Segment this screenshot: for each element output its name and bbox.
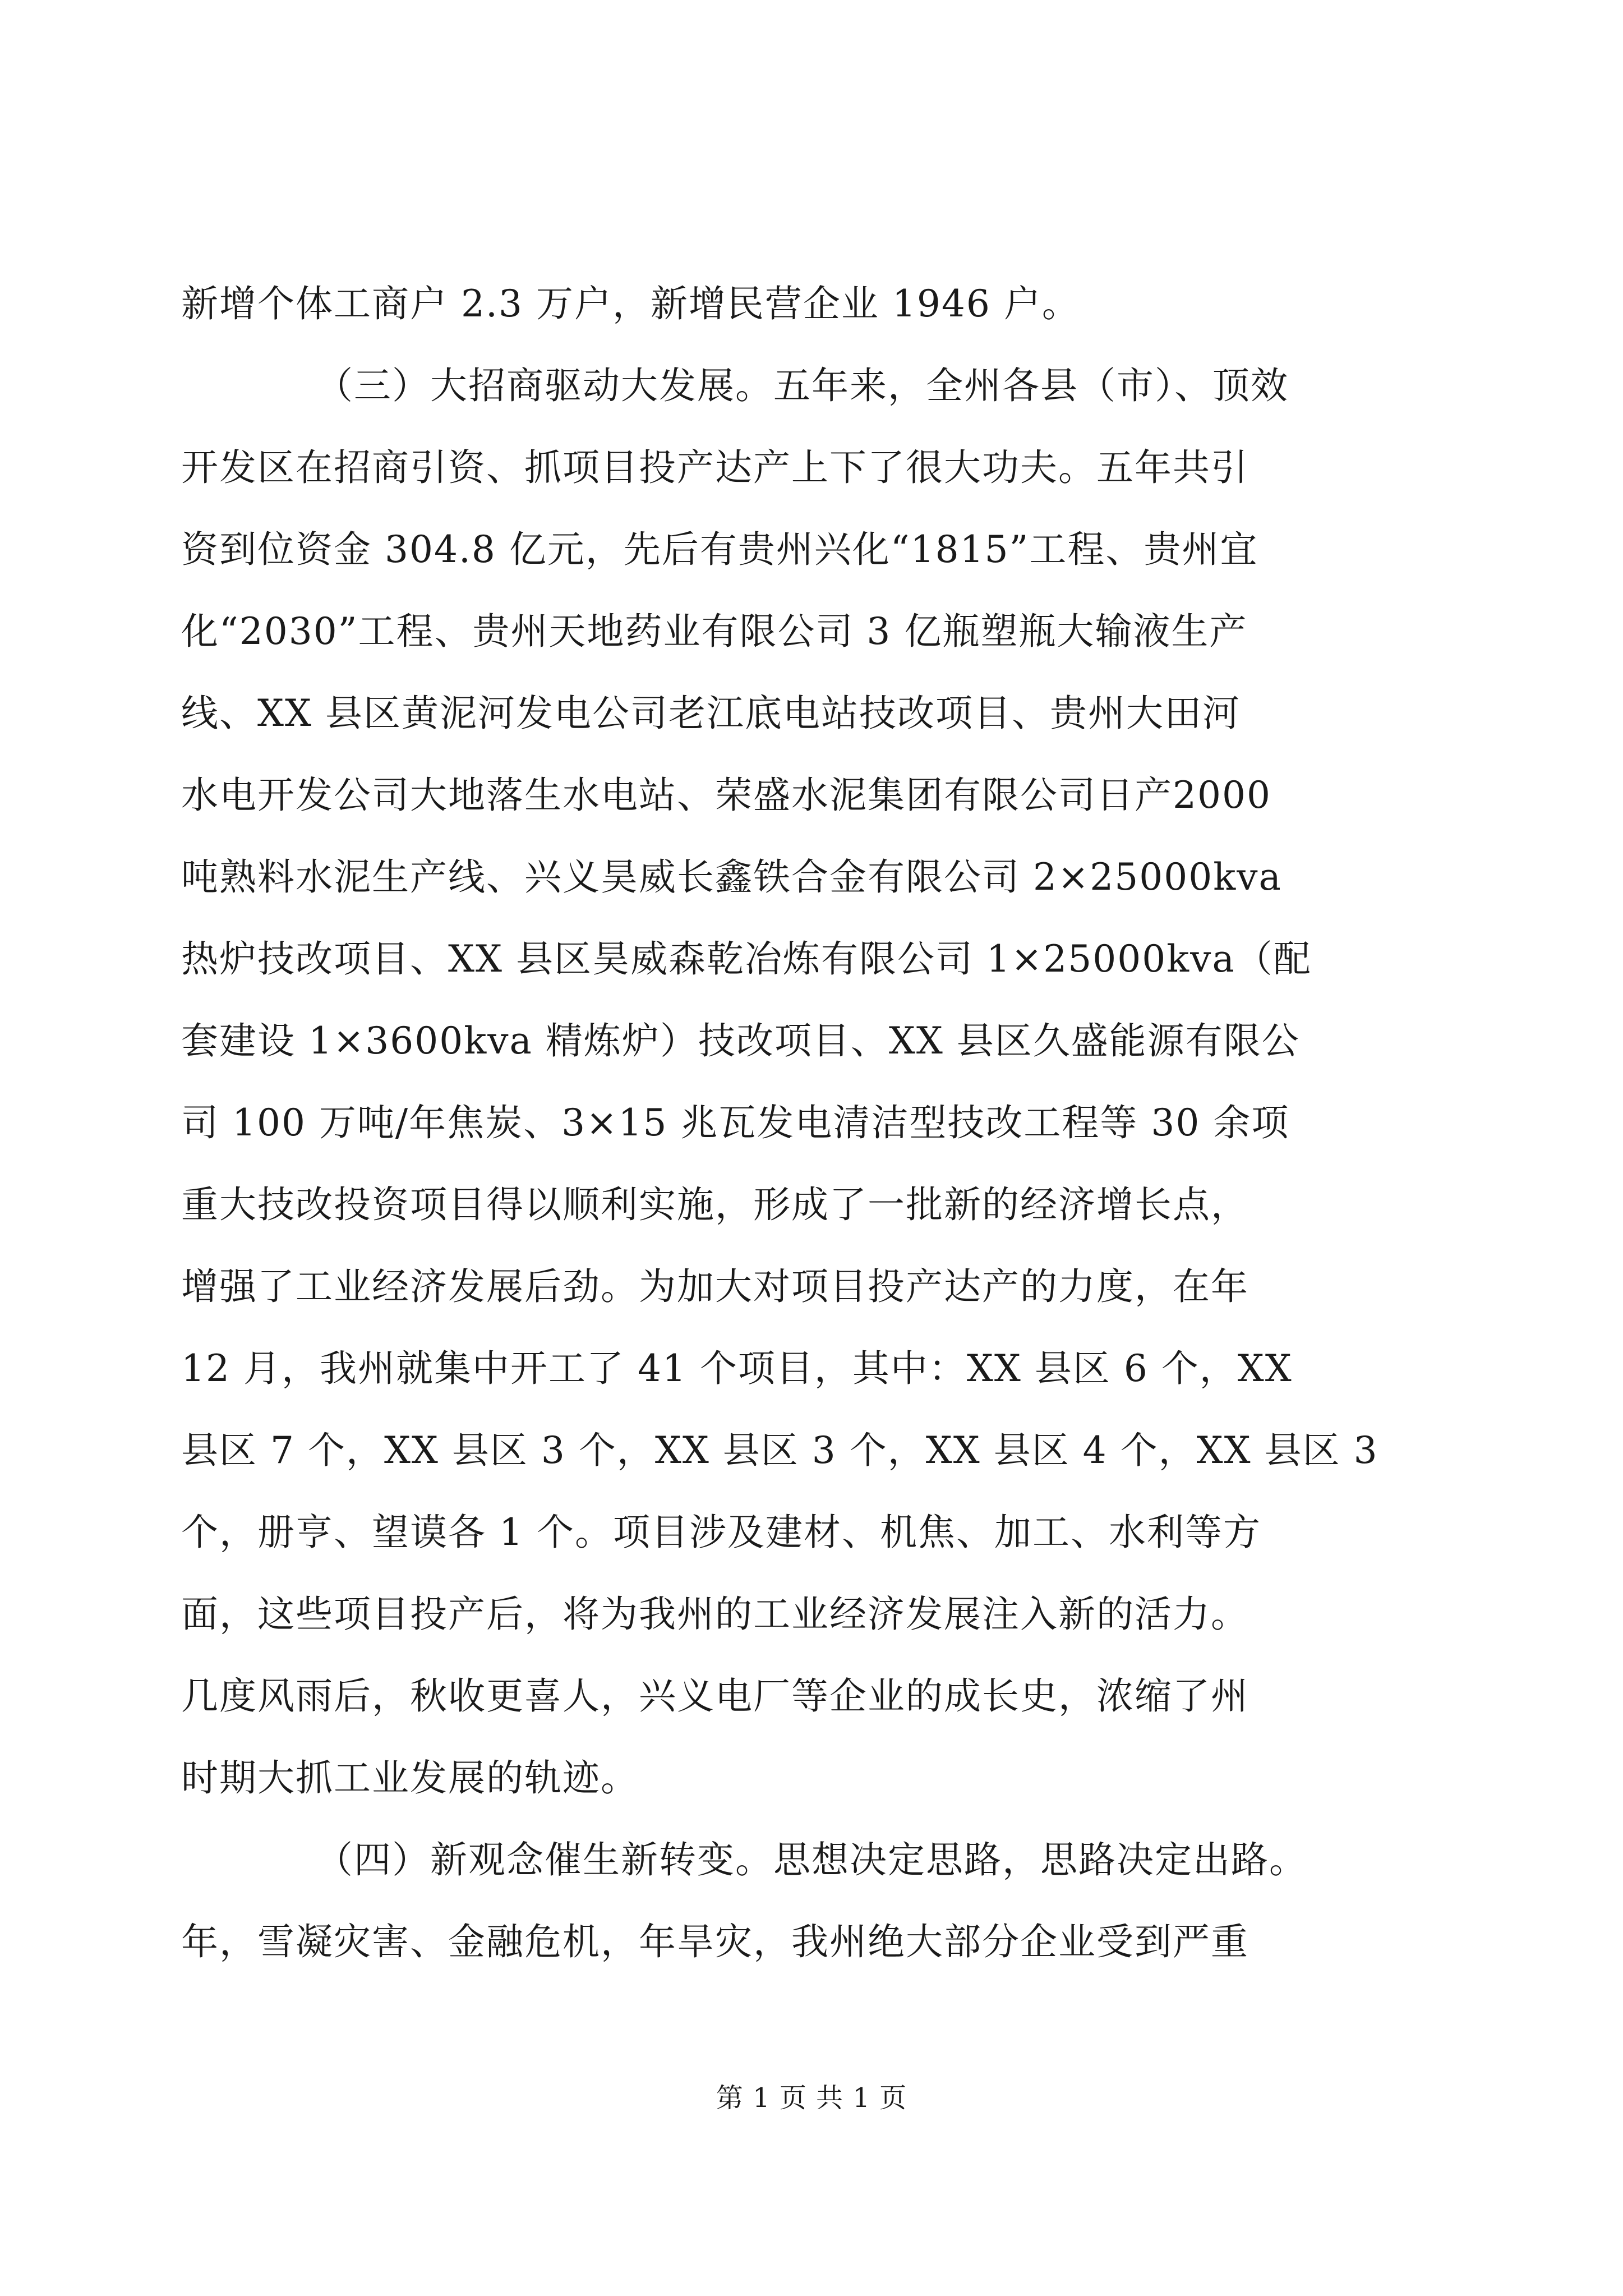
body-line: 县区 7 个，XX 县区 3 个，XX 县区 3 个，XX 县区 4 个，XX 县区 3 <box>181 1429 1378 1472</box>
body-line: 司 100 万吨/年焦炭、3×15 兆瓦发电清洁型技改工程等 30 余项 <box>181 1101 1290 1144</box>
page-footer: 第 1 页 共 1 页 <box>716 2082 907 2114</box>
body-line: 开发区在招商引资、抓项目投产达产上下了很大功夫。五年共引 <box>181 446 1249 489</box>
body-line: 资到位资金 304.8 亿元，先后有贵州兴化“1815”工程、贵州宜 <box>181 528 1258 571</box>
body-line: 化“2030”工程、贵州天地药业有限公司 3 亿瓶塑瓶大输液生产 <box>181 610 1248 653</box>
body-line: 12 月，我州就集中开工了 41 个项目，其中：XX 县区 6 个，XX <box>181 1347 1293 1390</box>
body-line: 吨熟料水泥生产线、兴义昊威长鑫铁合金有限公司 2×25000kva <box>181 855 1282 899</box>
section-four-heading-line: （四）新观念催生新转变。思想决定思路，思路决定出路。 <box>316 1838 1307 1881</box>
body-line: 重大技改投资项目得以顺利实施，形成了一批新的经济增长点， <box>181 1183 1249 1226</box>
body-line: 面，这些项目投产后，将为我州的工业经济发展注入新的活力。 <box>181 1593 1249 1636</box>
body-line: 几度风雨后，秋收更喜人，兴义电厂等企业的成长史，浓缩了州 <box>181 1674 1249 1718</box>
body-line: 时期大抓工业发展的轨迹。 <box>181 1756 639 1800</box>
body-line: 线、XX 县区黄泥河发电公司老江底电站技改项目、贵州大田河 <box>181 692 1241 735</box>
body-line: 热炉技改项目、XX 县区昊威森乾冶炼有限公司 1×25000kva（配 <box>181 937 1312 981</box>
body-line: 新增个体工商户 2.3 万户，新增民营企业 1946 户。 <box>181 282 1080 325</box>
body-line: 增强了工业经济发展后劲。为加大对项目投产达产的力度，在年 <box>181 1265 1249 1308</box>
body-line: 套建设 1×3600kva 精炼炉）技改项目、XX 县区久盛能源有限公 <box>181 1019 1300 1062</box>
section-three-heading-line: （三）大招商驱动大发展。五年来，全州各县（市）、顶效 <box>316 364 1289 407</box>
body-line: 个，册亨、望谟各 1 个。项目涉及建材、机焦、加工、水利等方 <box>181 1511 1261 1554</box>
body-line: 年，雪凝灾害、金融危机，年旱灾，我州绝大部分企业受到严重 <box>181 1920 1249 1963</box>
body-line: 水电开发公司大地落生水电站、荣盛水泥集团有限公司日产2000 <box>181 774 1271 817</box>
